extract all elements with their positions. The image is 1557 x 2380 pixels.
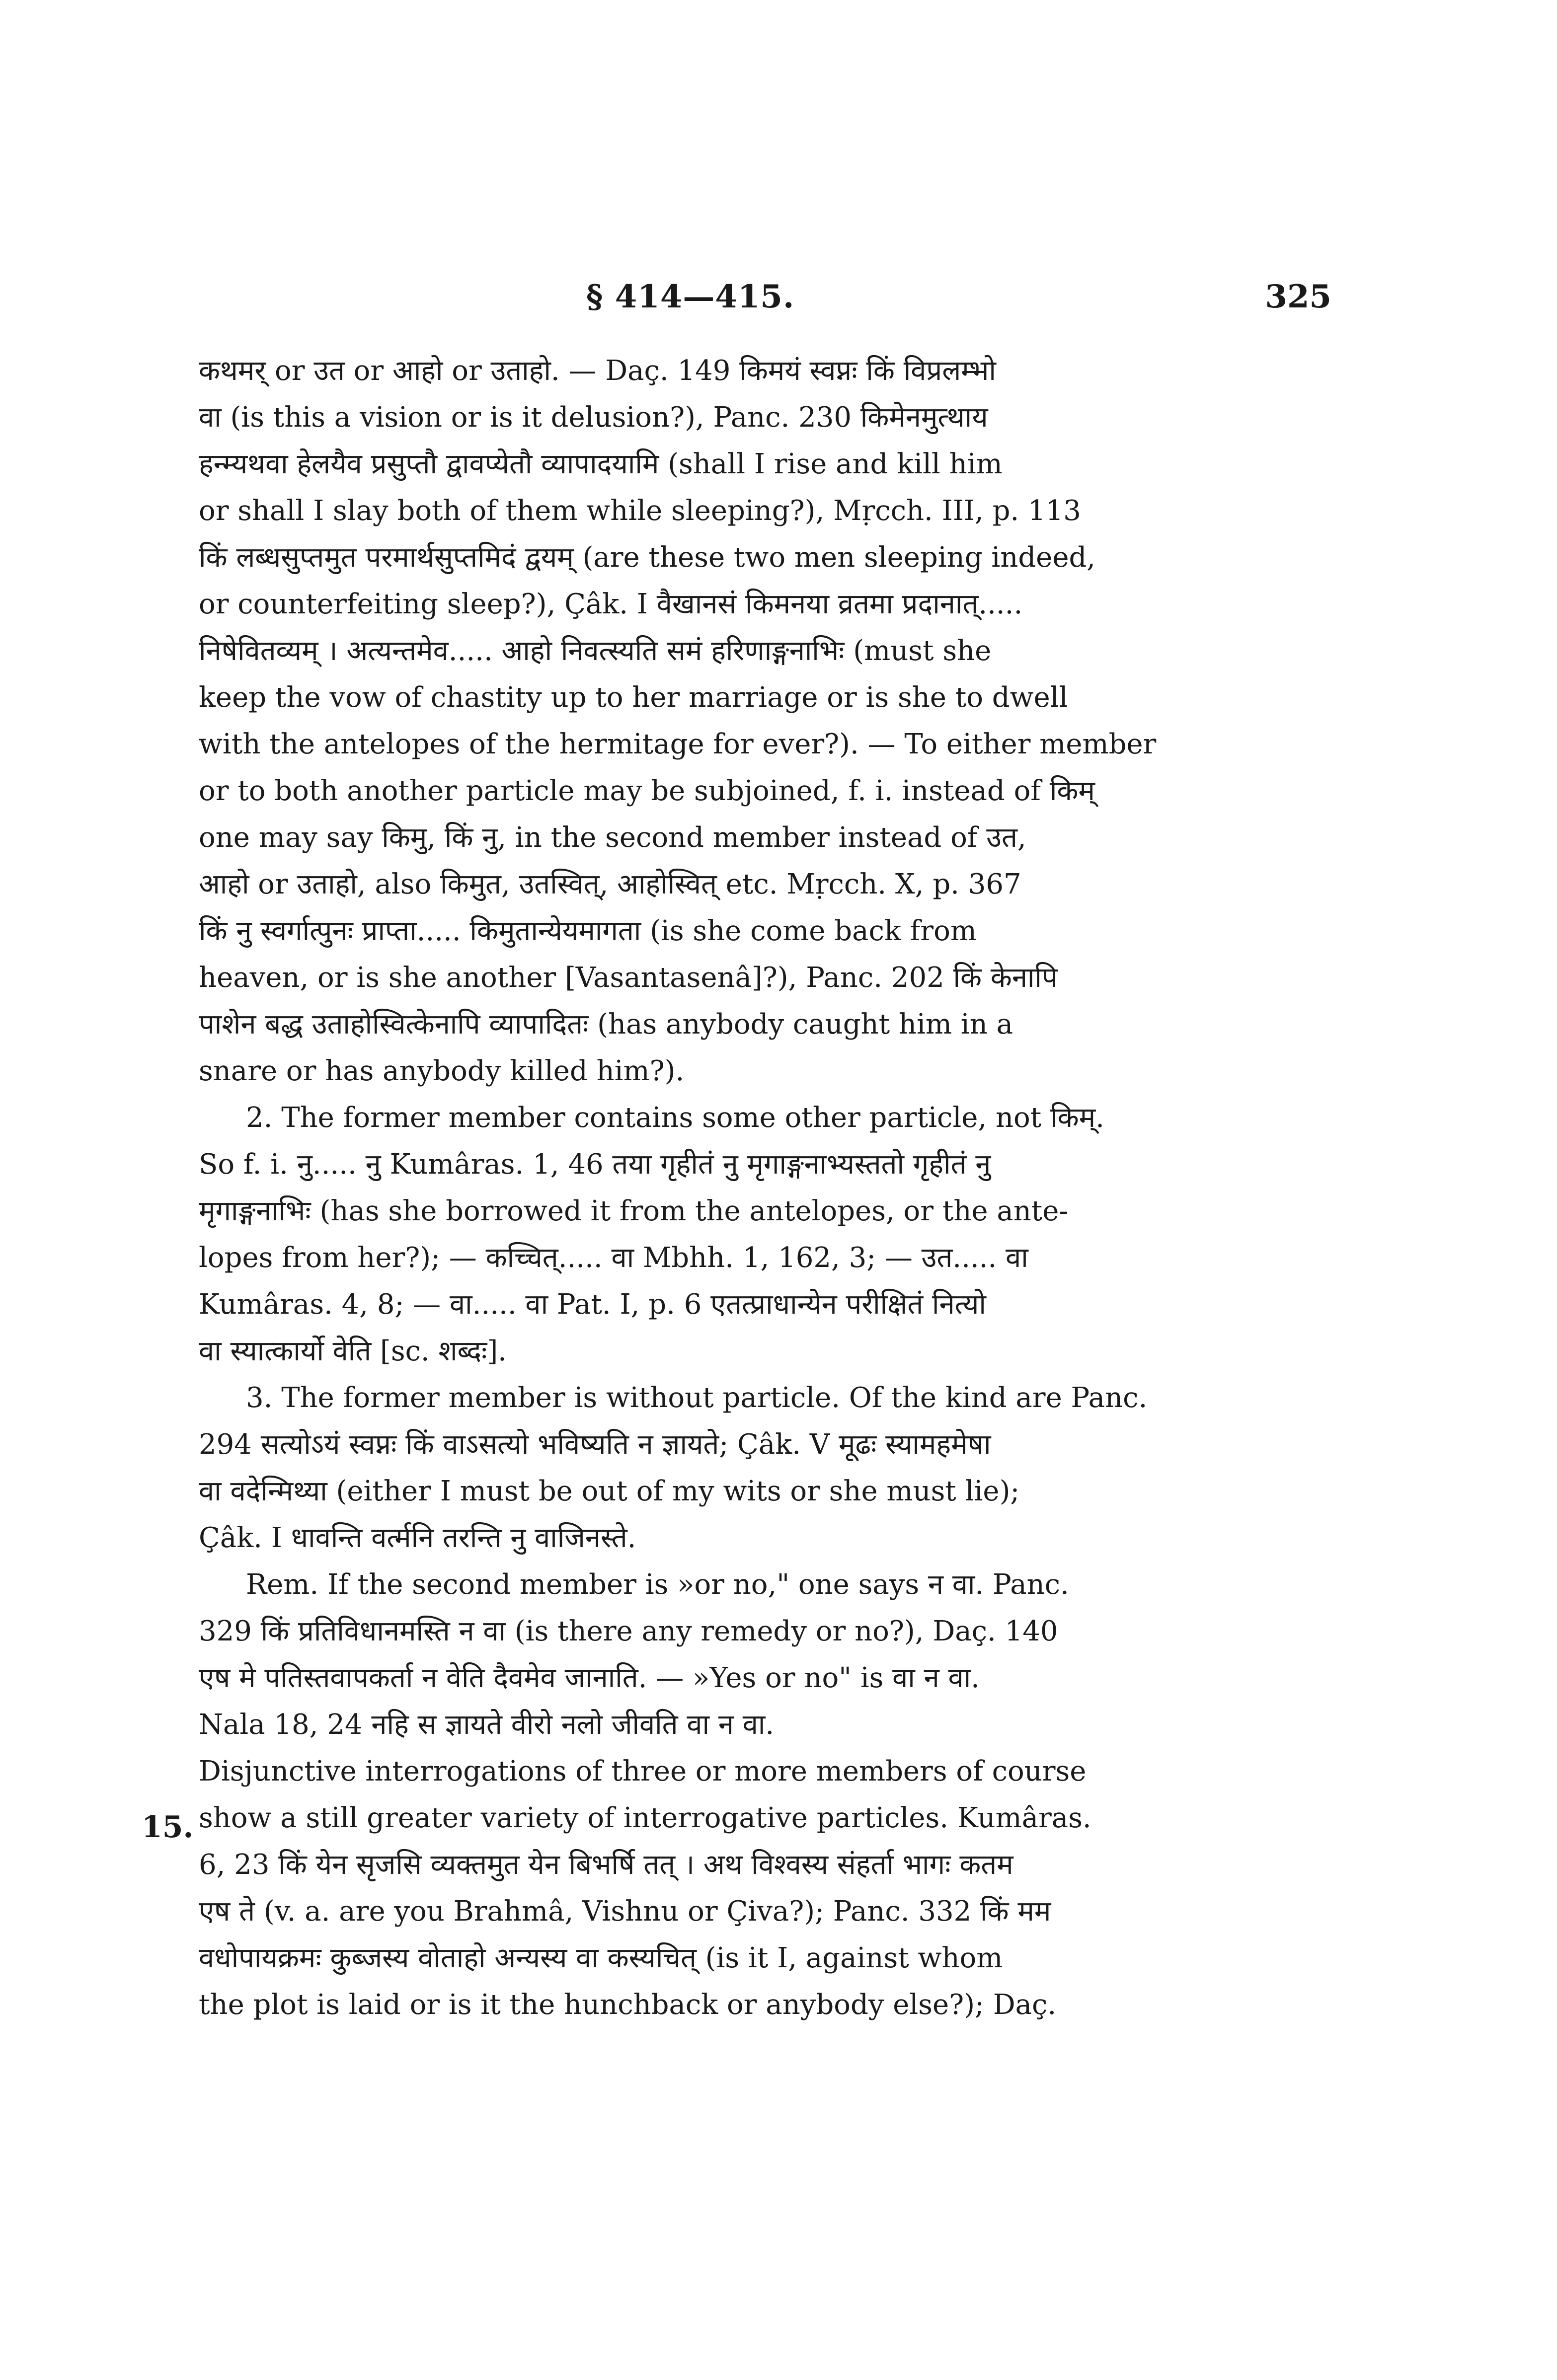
text-line: snare or has anybody killed him?). bbox=[199, 1055, 685, 1087]
text-line: किं नु स्वर्गात्पुनः प्राप्ता..... किमुतान्येयमागता (is she come back from bbox=[199, 915, 977, 947]
text-line: पाशेन बद्ध उताहोस्वित्केनापि व्यापादितः (has anybody caught him in a bbox=[199, 1008, 1013, 1041]
text-line: Nala 18, 24 नहि स ज्ञायते वीरो नलो जीवति वा न वा. bbox=[199, 1709, 775, 1741]
section-15-start: Disjunctive interrogations of three or more members of course bbox=[199, 1755, 1087, 1787]
body-text bbox=[199, 348, 1331, 2028]
text-line: 329 किं प्रतिविधानमस्ति न वा (is there any remedy or no?), Daç. 140 bbox=[199, 1615, 1058, 1647]
text-line: कथमर् or उत or आहो or उताहो. — Daç. 149 किमयं स्वप्नः किं विप्रलम्भो bbox=[199, 355, 996, 387]
text-line: आहो or उताहो, also किमुत, उतस्वित्, आहोस्वित् etc. Mṛcch. X, p. 367 bbox=[199, 868, 1021, 900]
text-line: 294 सत्योऽयं स्वप्नः किं वाऽसत्यो भविष्यति न ज्ञायते; Çâk. V मूढः स्यामहमेषा bbox=[199, 1428, 991, 1461]
running-head bbox=[199, 278, 1331, 323]
text-line: show a still greater variety of interrogative particles. Kumâras. bbox=[199, 1802, 1091, 1834]
text-line: 6, 23 किं येन सृजसि व्यक्तमुत येन बिभर्षि तत् । अथ विश्वस्य संहर्ता भागः कतम bbox=[199, 1849, 1013, 1881]
text-line: lopes from her?); — कच्चित्..... वा Mbhh. 1, 162, 3; — उत..... वा bbox=[199, 1242, 1028, 1274]
text-line: one may say किमु, किं नु, in the second member instead of उत, bbox=[199, 821, 1026, 854]
text-line: the plot is laid or is it the hunchback or anybody else?); Daç. bbox=[199, 1989, 1057, 2021]
text-line: वा स्यात्कार्यो वेति [sc. शब्दः]. bbox=[199, 1335, 507, 1367]
text-line: So f. i. नु..... नु Kumâras. 1, 46 तया गृहीतं नु मृगाङ्गनाभ्यस्ततो गृहीतं नु bbox=[199, 1148, 991, 1181]
text-line: or shall I slay both of them while sleeping?), Mṛcch. III, p. 113 bbox=[199, 495, 1081, 527]
text-line: हन्म्यथवा हेलयैव प्रसुप्तौ द्वावप्येतौ व्यापादयामि (shall I rise and kill him bbox=[199, 448, 1003, 480]
text-line: वा वदेन्मिथ्या (either I must be out of my wits or she must lie); bbox=[199, 1475, 1020, 1507]
text-line: with the antelopes of the hermitage for ever?). — To either member bbox=[199, 728, 1157, 760]
text-line: वधोपायक्रमः कुब्जस्य वोताहो अन्यस्य वा कस्यचित् (is it I, against whom bbox=[199, 1942, 1003, 1974]
paragraph-2-start: 2. The former member contains some other particle, not किम्. bbox=[246, 1102, 1104, 1134]
text-line: keep the vow of chastity up to her marriage or is she to dwell bbox=[199, 681, 1068, 714]
text-line: or counterfeiting sleep?), Çâk. I वैखानसं किमनया व्रतमा प्रदानात्..... bbox=[199, 588, 1023, 620]
text-line: वा (is this a vision or is it delusion?), Panc. 230 किमेनमुत्थाय bbox=[199, 401, 988, 434]
text-line: heaven, or is she another [Vasantasenâ]?), Panc. 202 किं केनापि bbox=[199, 962, 1058, 994]
text-line: Kumâras. 4, 8; — वा..... वा Pat. I, p. 6 एतत्प्राधान्येन परीक्षितं नित्यो bbox=[199, 1288, 986, 1321]
text-line: निषेवितव्यम् । अत्यन्तमेव..... आहो निवत्स्यति समं हरिणाङ्गनाभिः (must she bbox=[199, 635, 992, 667]
section-reference: § 414—415. bbox=[586, 278, 795, 315]
text-line: मृगाङ्गनाभिः (has she borrowed it from the antelopes, or the ante- bbox=[199, 1195, 1069, 1227]
section-margin-number: 15. bbox=[142, 1810, 194, 1845]
text-line: एष मे पतिस्तवापकर्ता न वेति दैवमेव जानाति. — »Yes or no" is वा न वा. bbox=[199, 1662, 980, 1694]
remark-start: Rem. If the second member is »or no," one says न वा. Panc. bbox=[246, 1568, 1069, 1601]
page-number: 325 bbox=[1265, 278, 1331, 315]
text-line: किं लब्धसुप्तमुत परमार्थसुप्तमिदं द्वयम् (are these two men sleeping indeed, bbox=[199, 541, 1096, 574]
paragraph-3-start: 3. The former member is without particle. Of the kind are Panc. bbox=[246, 1382, 1148, 1414]
text-line: Çâk. I धावन्ति वर्त्मनि तरन्ति नु वाजिनस्ते. bbox=[199, 1522, 636, 1554]
text-line: or to both another particle may be subjoined, f. i. instead of किम् bbox=[199, 775, 1095, 807]
text-line: एष ते (v. a. are you Brahmâ, Vishnu or Çiva?); Panc. 332 किं मम bbox=[199, 1895, 1051, 1928]
